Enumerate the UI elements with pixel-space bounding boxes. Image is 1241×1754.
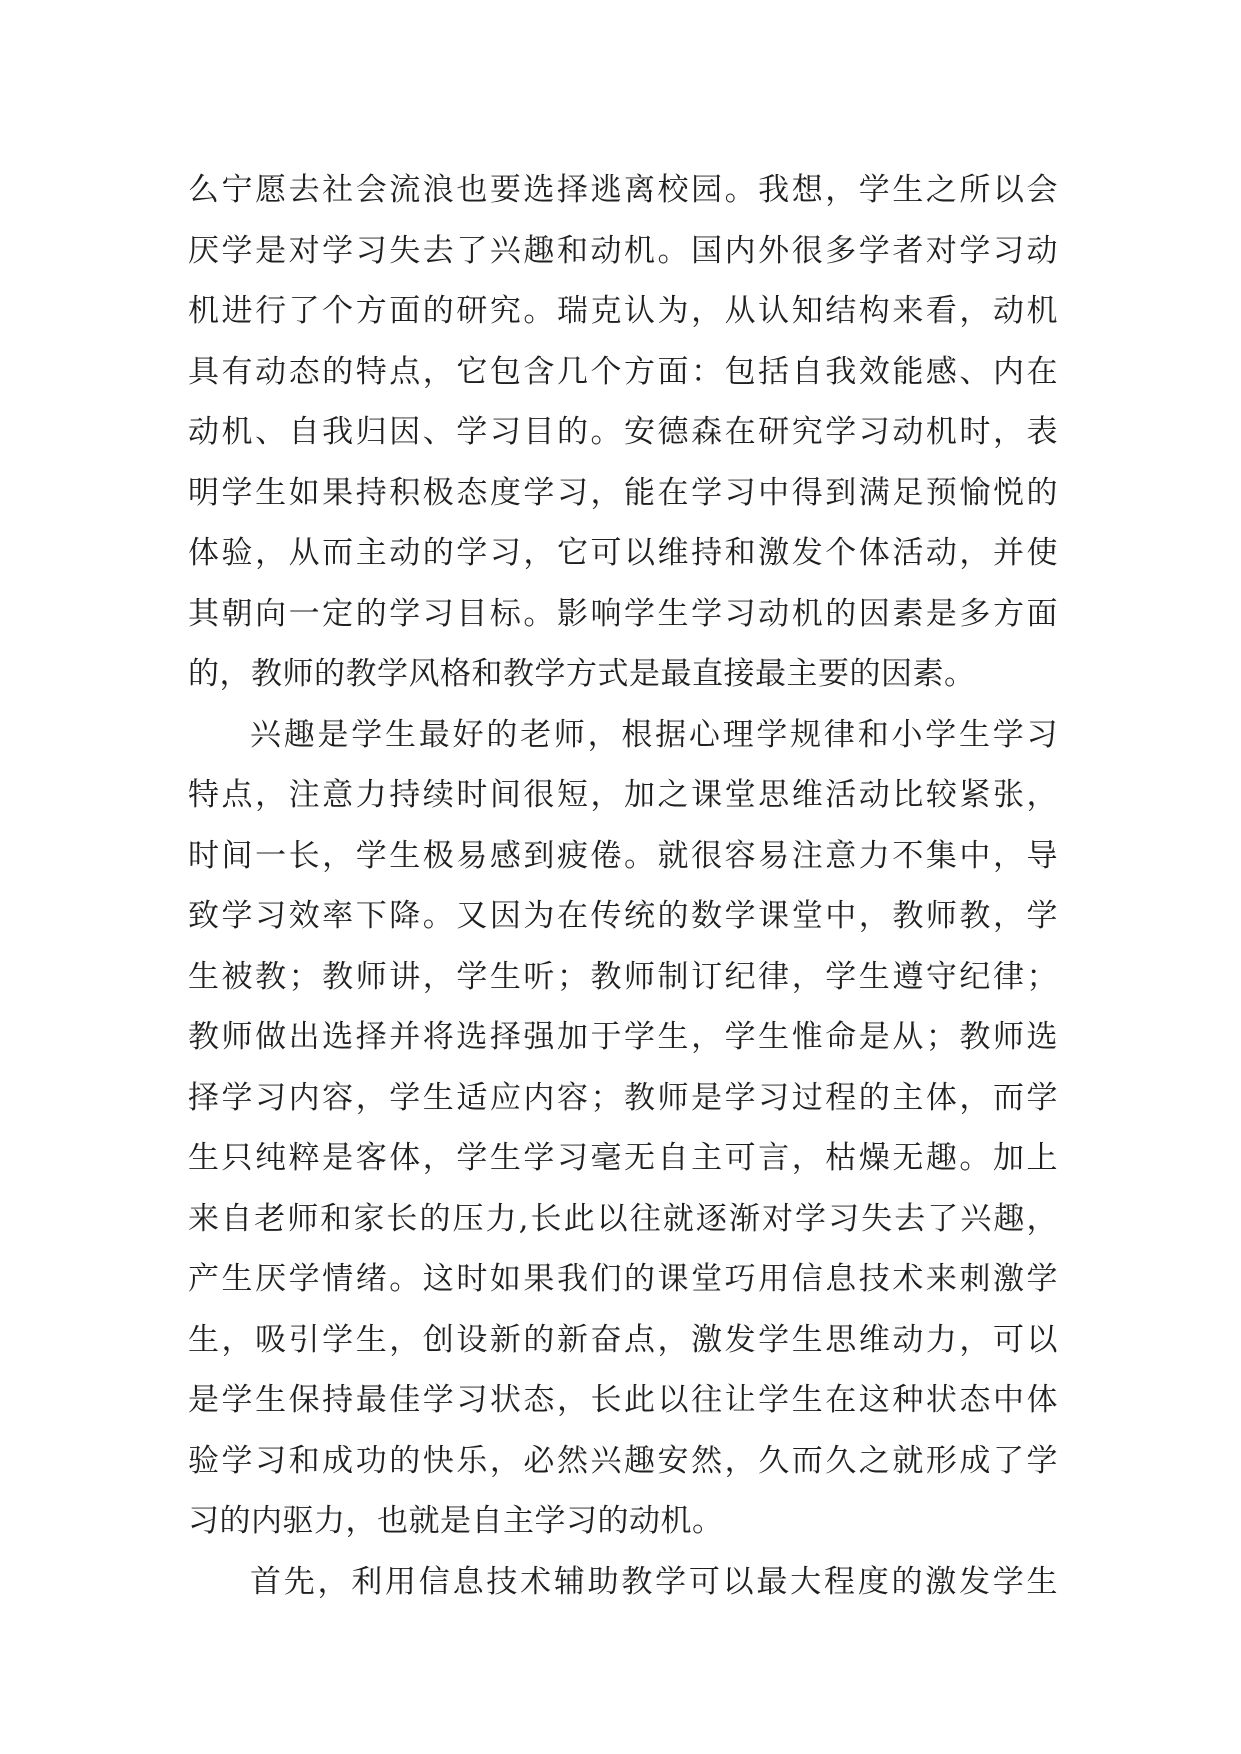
text-line: 动机、自我归因、学习目的。安德森在研究学习动机时，表: [188, 414, 1058, 450]
text-line: 时间一长，学生极易感到疲倦。就很容易注意力不集中，导: [188, 837, 1058, 874]
text-line: 生被教；教师讲，学生听；教师制订纪律，学生遵守纪律；: [188, 958, 1058, 995]
text-line: 生只纯粹是客体，学生学习毫无自主可言，枯燥无趣。加上: [188, 1140, 1058, 1176]
text-line: 明学生如果持积极态度学习，能在学习中得到满足预愉悦的: [188, 474, 1058, 511]
text-line: 具有动态的特点，它包含几个方面：包括自我效能感、内在: [188, 353, 1058, 390]
text-line: 么宁愿去社会流浪也要选择逃离校园。我想，学生之所以会: [188, 172, 1058, 208]
text-line: 来自老师和家长的压力,长此以往就逐渐对学习失去了兴趣，: [188, 1200, 1058, 1237]
text-line: 生，吸引学生，创设新的新奋点，激发学生思维动力，可以: [188, 1321, 1058, 1358]
text-line: 产生厌学情绪。这时如果我们的课堂巧用信息技术来刺激学: [188, 1261, 1058, 1297]
text-line: 机进行了个方面的研究。瑞克认为，从认知结构来看，动机: [188, 293, 1058, 329]
text-line: 择学习内容，学生适应内容；教师是学习过程的主体，而学: [188, 1079, 1058, 1116]
text-line: 致学习效率下降。又因为在传统的数学课堂中，教师教，学: [188, 898, 1058, 934]
paragraph-1: [188, 160, 1058, 705]
text-line: 首先，利用信息技术辅助教学可以最大程度的激发学生: [250, 1563, 1058, 1600]
text-line: 特点，注意力持续时间很短，加之课堂思维活动比较紧张，: [188, 777, 1058, 813]
text-line: 验学习和成功的快乐，必然兴趣安然，久而久之就形成了学: [188, 1442, 1058, 1479]
text-line: 教师做出选择并将选择强加于学生，学生惟命是从；教师选: [188, 1019, 1058, 1055]
paragraph-2: [188, 705, 1058, 1552]
text-line: 是学生保持最佳学习状态，长此以往让学生在这种状态中体: [188, 1382, 1058, 1418]
text-line: 体验，从而主动的学习，它可以维持和激发个体活动，并使: [188, 535, 1058, 571]
text-line: 习的内驱力，也就是自主学习的动机。: [188, 1503, 724, 1539]
body-text: [188, 160, 1058, 1612]
text-line: 厌学是对学习失去了兴趣和动机。国内外很多学者对学习动: [188, 232, 1058, 269]
paragraph-3: [188, 1552, 1058, 1613]
text-line: 其朝向一定的学习目标。影响学生学习动机的因素是多方面: [188, 595, 1058, 632]
text-line: 的，教师的教学风格和教学方式是最直接最主要的因素。: [188, 656, 976, 692]
text-line: 兴趣是学生最好的老师，根据心理学规律和小学生学习: [250, 716, 1058, 753]
